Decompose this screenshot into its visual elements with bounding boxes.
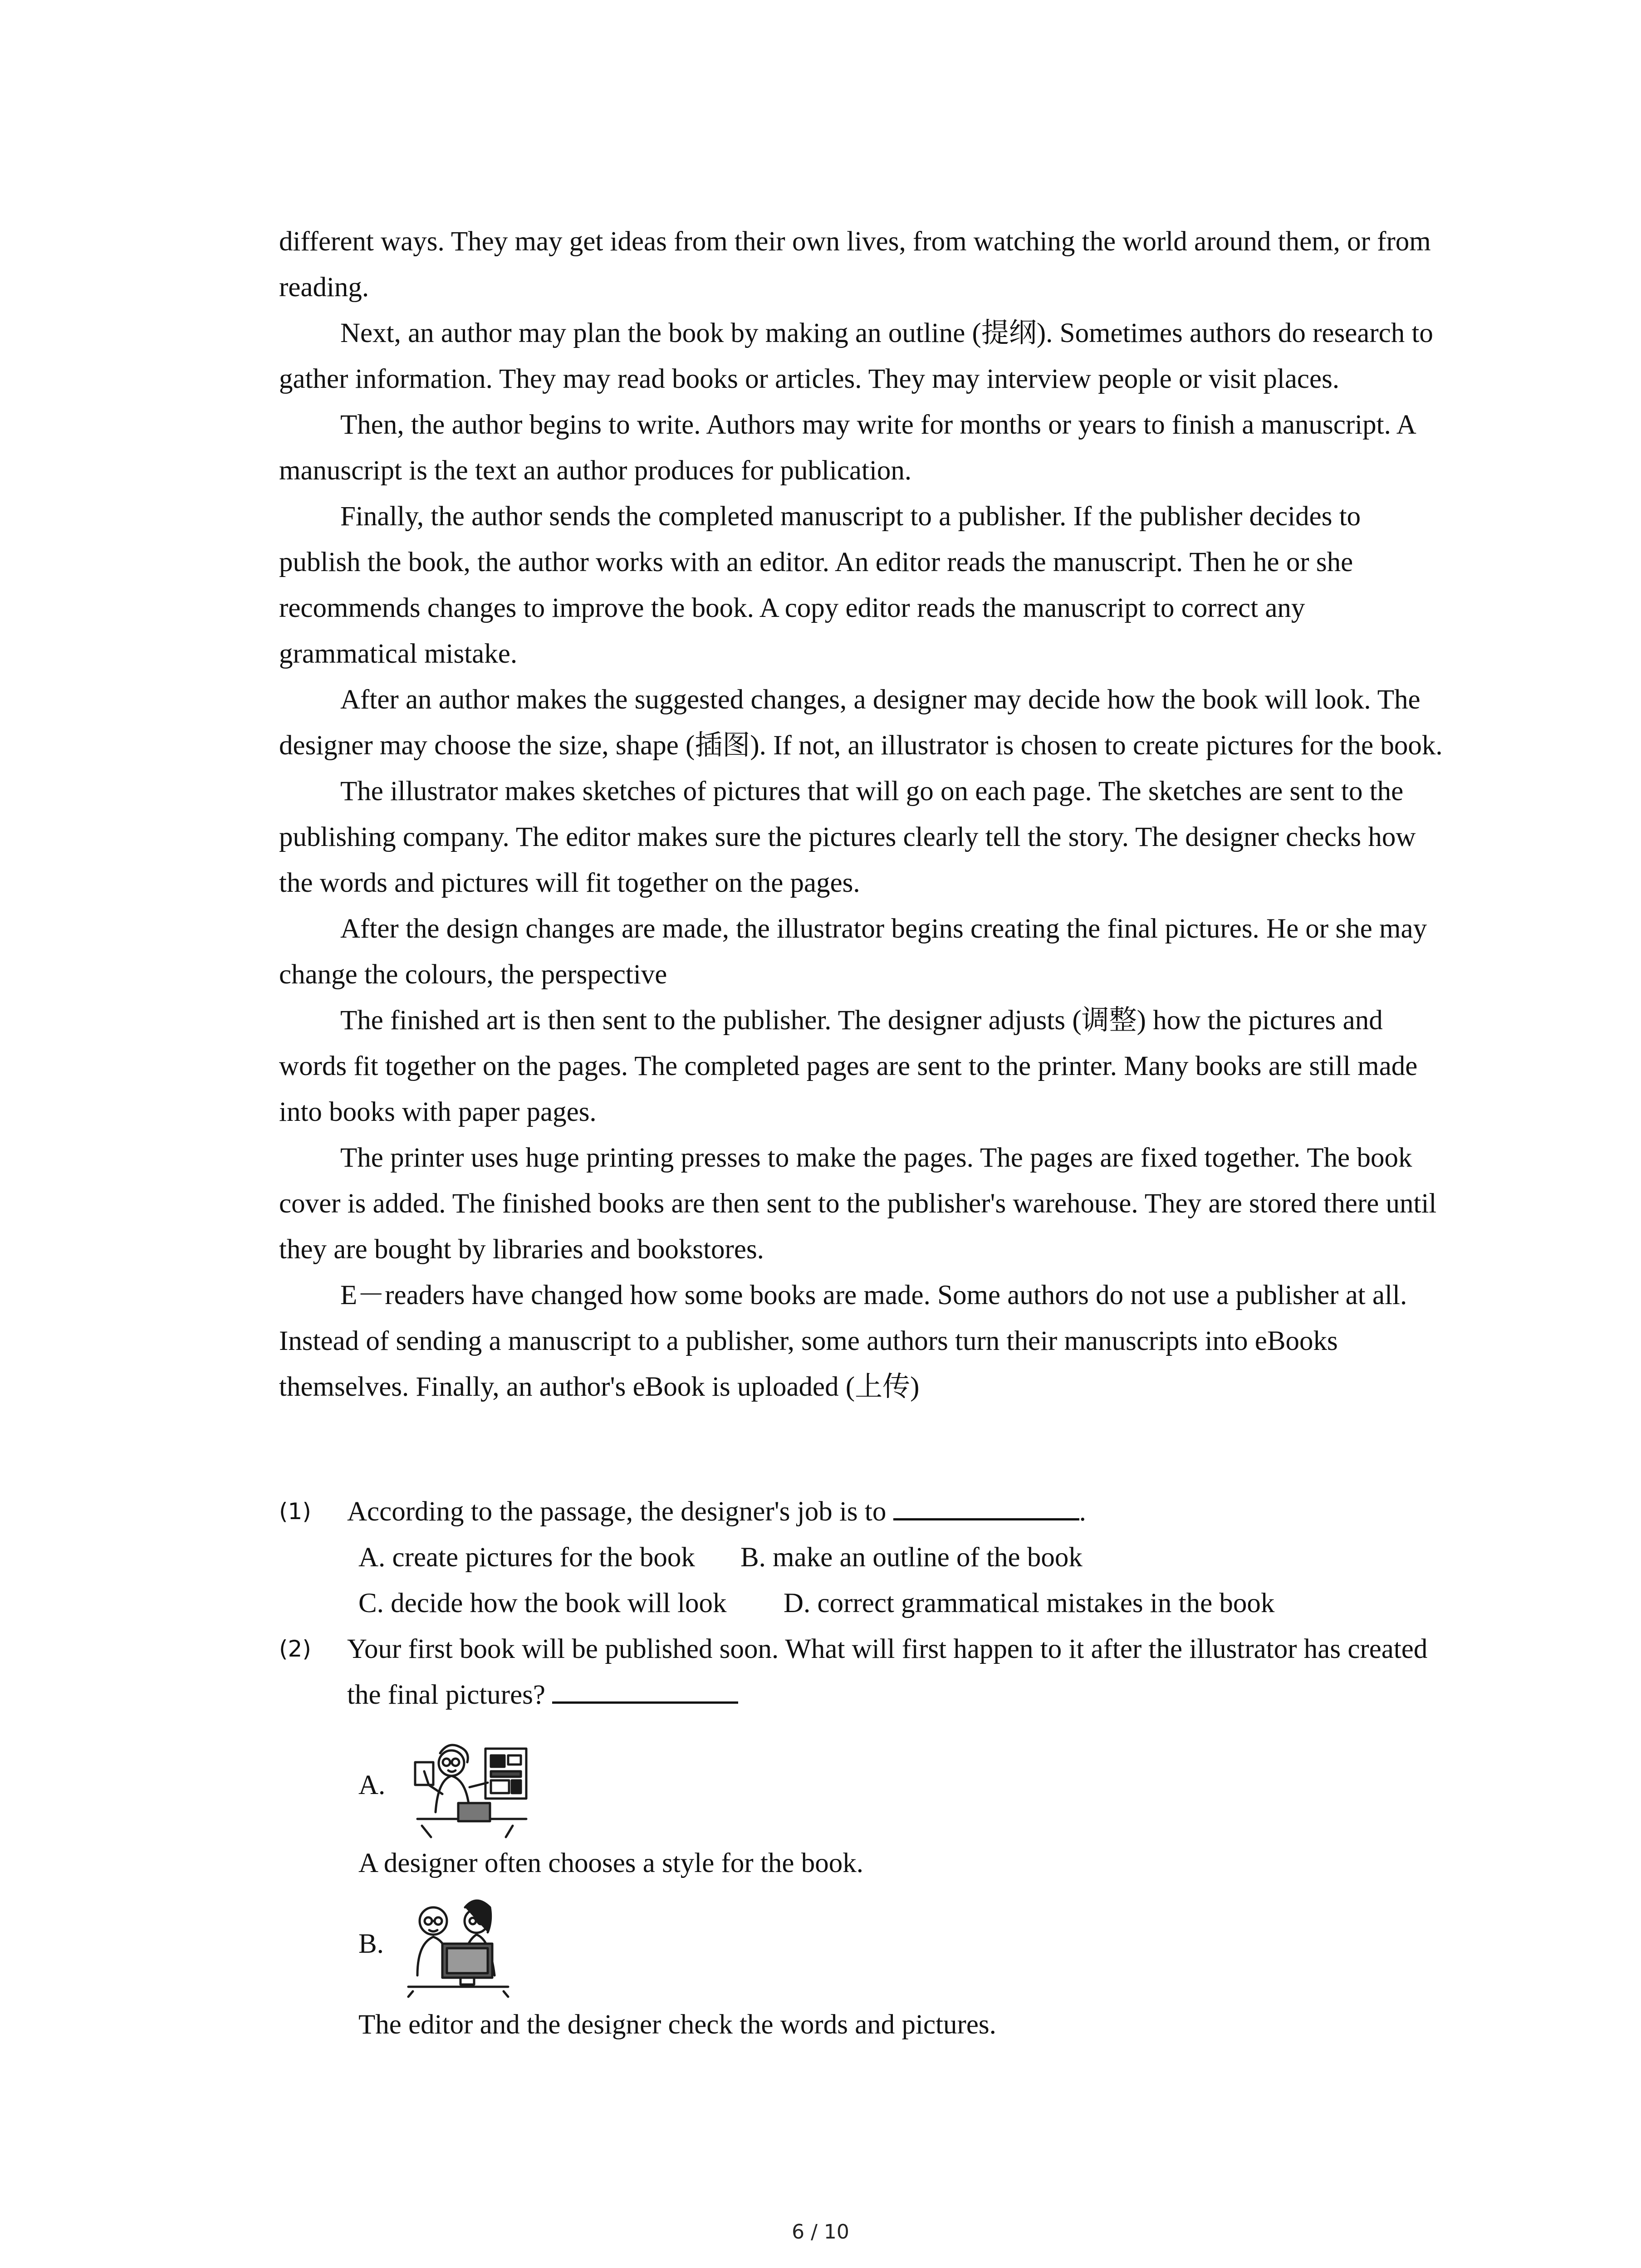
passage-paragraph: Then, the author begins to write. Authors may write for months or years to finish a manuscript. A manuscript is the text an author produces for publication. (279, 410, 1415, 486)
passage-paragraph: The illustrator makes sketches of pictures that will go on each page. The sketches are sent to the publishing company. The editor makes sure the pictures clearly tell the story. The designer checks how the words and pictures will fit together on the pages. (279, 776, 1416, 898)
question-1-text: According to the passage, the designer's job is to (347, 1496, 887, 1527)
passage-paragraph: Next, an author may plan the book by making an outline (提纲). Sometimes authors do research to gather information. They may read books or articles. They may interview people or visit places. (279, 318, 1433, 394)
passage (279, 219, 1447, 1410)
question-1-option-a: A. create pictures for the book (358, 1542, 695, 1573)
passage-paragraph: E－readers have changed how some books are made. Some authors do not use a publisher at all. Instead of sending a manuscript to a publisher, some authors turn their manuscripts into eBooks themselves. Finally, an author's eBook is uploaded (上传) (279, 1280, 1407, 1402)
question-1-option-c: C. decide how the book will look (358, 1588, 727, 1618)
question-1-number: (1) (279, 1498, 311, 1525)
question-2-option-b-caption: The editor and the designer check the words and pictures. (358, 2009, 996, 2040)
passage-paragraph: The finished art is then sent to the publisher. The designer adjusts (调整) how the pictures and words fit together on the pages. The completed pages are sent to the printer. Many books are still made into books with paper pages. (279, 1005, 1418, 1127)
question-2-text: Your first book will be published soon. What will first happen to it after the illustrator has created the final pictures? (347, 1634, 1428, 1710)
designer-illustration (408, 1735, 535, 1839)
passage-paragraph: After the design changes are made, the illustrator begins creating the final pictures. He or she may change the colours, the perspective (279, 914, 1427, 990)
question-1-option-d: D. correct grammatical mistakes in the book (784, 1588, 1275, 1618)
question-2-option-a-caption: A designer often chooses a style for the book. (358, 1848, 863, 1878)
page-number: 6 / 10 (792, 2220, 849, 2244)
passage-paragraph: different ways. They may get ideas from their own lives, from watching the world around them, or from reading. (279, 226, 1431, 303)
passage-paragraph: After an author makes the suggested changes, a designer may decide how the book will look. The designer may choose the size, shape (插图). If not, an illustrator is chosen to create pictures for the book. (279, 684, 1443, 761)
passage-paragraph: Finally, the author sends the completed manuscript to a publisher. If the publisher decides to publish the book, the author works with an editor. An editor reads the manuscript. Then he or she recommends changes to improve the book. A copy editor reads the manuscript to correct any grammatical mistake. (279, 501, 1361, 669)
answer-blank[interactable] (893, 1493, 1079, 1520)
answer-blank[interactable] (552, 1676, 738, 1704)
question-2-number: (2) (279, 1636, 311, 1662)
question-1 (279, 1489, 1459, 1539)
question-1-period: . (1079, 1496, 1086, 1527)
editor-designer-illustration (399, 1889, 517, 1998)
question-2 (279, 1626, 1459, 1726)
question-1-option-b: B. make an outline of the book (740, 1542, 1083, 1573)
question-2-option-b-label: B. (358, 1929, 384, 1959)
question-2-option-a-label: A. (358, 1770, 386, 1800)
passage-paragraph: The printer uses huge printing presses to make the pages. The pages are fixed together. The book cover is added. The finished books are then sent to the publisher's warehouse. They are stored there until they are bought by libraries and bookstores. (279, 1143, 1437, 1265)
